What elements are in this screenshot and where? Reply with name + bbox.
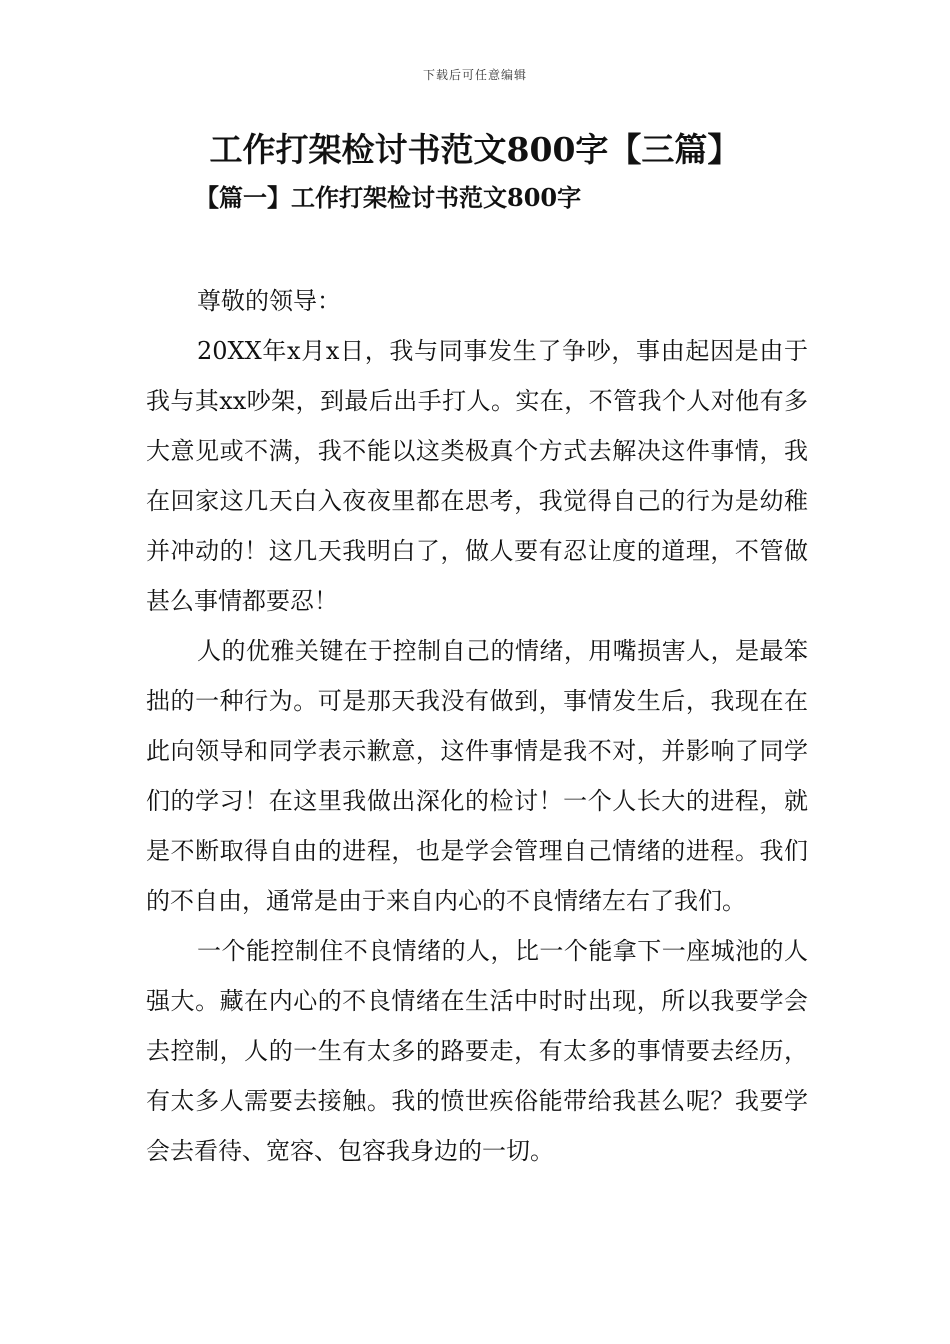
- document-title: 工作打架检讨书范文800字【三篇】: [209, 130, 741, 169]
- salutation: 尊敬的领导：: [197, 287, 341, 315]
- paragraph-1: 20XX年x月x日，我与同事发生了争吵，事由起因是由于我与其xx吵架，到最后出手打人。实在，不管我个人对他有多大意见或不满，我不能以这类极真个方式去解决这件事情，我在回家这几天白入夜夜里都在思考，我觉得自己的行为是幼稚并冲动的！这几天我明白了，做人要有忍让度的道理，不管做甚么事情都要忍！: [146, 337, 808, 615]
- section-heading: 【篇一】工作打架检讨书范文800字: [195, 183, 582, 212]
- header-note: 下载后可任意编辑: [422, 68, 527, 82]
- paragraph-2: 人的优雅关键在于控制自己的情绪，用嘴损害人，是最笨拙的一种行为。可是那天我没有做到，事情发生后，我现在在此向领导和同学表示歉意，这件事情是我不对，并影响了同学们的学习！在这里我做出深化的检讨！一个人长大的进程，就是不断取得自由的进程，也是学会管理自己情绪的进程。我们的不自由，通常是由于来自内心的不良情绪左右了我们。: [146, 637, 808, 915]
- document-body: [146, 276, 808, 1176]
- paragraph-3: 一个能控制住不良情绪的人，比一个能拿下一座城池的人强大。藏在内心的不良情绪在生活中时时出现，所以我要学会去控制，人的一生有太多的路要走，有太多的事情要去经历，有太多人需要去接触。我的愤世疾俗能带给我甚么呢？我要学会去看待、宽容、包容我身边的一切。: [146, 937, 808, 1165]
